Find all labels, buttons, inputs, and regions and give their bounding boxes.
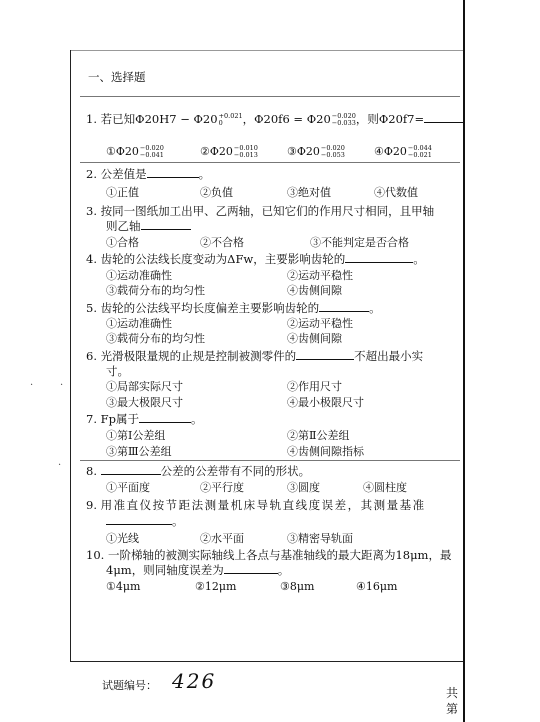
question-8: 8. 公差的公差带有不同的形状。 bbox=[86, 464, 311, 478]
q2-option-1: ①正值 bbox=[106, 186, 139, 199]
q7-option-3: ③第Ⅲ公差组 bbox=[106, 445, 172, 458]
answer-blank[interactable] bbox=[424, 112, 466, 123]
answer-blank[interactable] bbox=[101, 464, 161, 475]
q5-option-4: ④齿侧间隙 bbox=[287, 332, 342, 345]
q5-option-2: ②运动平稳性 bbox=[287, 317, 353, 330]
q3-option-2: ②不合格 bbox=[200, 236, 244, 249]
q4-option-4: ④齿侧间隙 bbox=[287, 284, 342, 297]
question-6-line2: 寸。 bbox=[106, 364, 129, 378]
q3-option-3: ③不能判定是否合格 bbox=[310, 236, 409, 249]
exam-number-label: 试题编号： bbox=[102, 679, 157, 692]
q2-option-4: ④代数值 bbox=[374, 186, 418, 199]
q6-option-4: ④最小极限尺寸 bbox=[287, 396, 364, 409]
question-10: 10. 一阶梯轴的被测实际轴线上各点与基准轴线的最大距离为18μm，最 bbox=[86, 548, 452, 562]
page-index-mark: 第 bbox=[446, 702, 459, 716]
question-5: 5. 齿轮的公法线平均长度偏差主要影响齿轮的 。 bbox=[86, 301, 381, 315]
q1-option-3: ③Φ20 −0.020 −0.053 bbox=[287, 144, 345, 159]
answer-blank[interactable] bbox=[147, 167, 199, 178]
answer-blank[interactable] bbox=[106, 514, 172, 525]
page-count-mark: 共 bbox=[446, 686, 459, 700]
frame-left-line bbox=[70, 50, 71, 662]
question-6: 6. 光滑极限量规的止规是控制被测零件的 不超出最小实 bbox=[86, 349, 424, 363]
q4-option-3: ③载荷分布的均匀性 bbox=[106, 284, 205, 297]
q9-option-2: ②水平面 bbox=[200, 532, 244, 545]
answer-blank[interactable] bbox=[296, 349, 354, 360]
exam-number-handwritten: 426 bbox=[172, 669, 217, 693]
q10-option-3: ③8μm bbox=[280, 580, 315, 593]
q9-option-3: ③精密导轨面 bbox=[287, 532, 353, 545]
q7-option-2: ②第Ⅱ公差组 bbox=[287, 429, 350, 442]
q8-option-2: ②平行度 bbox=[200, 481, 244, 494]
q4-option-1: ①运动准确性 bbox=[106, 269, 172, 282]
q10-option-2: ②12μm bbox=[195, 580, 237, 593]
margin-strip bbox=[465, 0, 540, 722]
q2-option-2: ②负值 bbox=[200, 186, 233, 199]
question-3: 3. 按同一图纸加工出甲、乙两轴，已知它们的作用尺寸相同，且甲轴 bbox=[86, 204, 435, 218]
q6-option-2: ②作用尺寸 bbox=[287, 380, 342, 393]
q5-option-1: ①运动准确性 bbox=[106, 317, 172, 330]
q6-option-1: ①局部实际尺寸 bbox=[106, 380, 183, 393]
question-2: 2. 公差值是 。 bbox=[86, 167, 211, 181]
divider bbox=[80, 96, 460, 97]
q8-option-1: ①平面度 bbox=[106, 481, 150, 494]
answer-blank[interactable] bbox=[139, 412, 191, 423]
q7-option-4: ④齿侧间隙指标 bbox=[287, 445, 364, 458]
question-9: 9. 用准直仪按节距法测量机床导轨直线度误差，其测量基准 bbox=[86, 498, 426, 512]
q6-option-3: ③最大极限尺寸 bbox=[106, 396, 183, 409]
q1-option-4: ④Φ20 −0.044 −0.021 bbox=[374, 144, 432, 159]
margin-dot: · bbox=[58, 460, 62, 471]
question-1: 1. 若已知Φ20H7 − Φ20 +0.021 0 ，Φ20f6 = Φ20 −0.020 −0.033 ，则Φ20f7= bbox=[86, 112, 466, 127]
section-title: 一、选择题 bbox=[88, 70, 146, 84]
q10-option-4: ④16μm bbox=[356, 580, 398, 593]
divider bbox=[80, 460, 460, 461]
question-9-line2: 。 bbox=[106, 514, 184, 528]
answer-blank[interactable] bbox=[141, 219, 191, 230]
margin-dot: · bbox=[60, 380, 64, 391]
q8-option-3: ③圆度 bbox=[287, 481, 320, 494]
q1-option-2: ②Φ20 −0.010 −0.013 bbox=[200, 144, 258, 159]
q9-option-1: ①光线 bbox=[106, 532, 139, 545]
q4-option-2: ②运动平稳性 bbox=[287, 269, 353, 282]
question-4: 4. 齿轮的公法线长度变动为ΔFw，主要影响齿轮的 。 bbox=[86, 252, 425, 266]
q1-option-1: ①Φ20 −0.020 −0.041 bbox=[106, 144, 164, 159]
answer-blank[interactable] bbox=[319, 301, 369, 312]
q10-option-1: ①4μm bbox=[106, 580, 141, 593]
q3-option-1: ①合格 bbox=[106, 236, 139, 249]
q5-option-3: ③载荷分布的均匀性 bbox=[106, 332, 205, 345]
q8-option-4: ④圆柱度 bbox=[363, 481, 407, 494]
q2-option-3: ③绝对值 bbox=[287, 186, 331, 199]
question-7: 7. Fp属于 。 bbox=[86, 412, 203, 426]
q7-option-1: ①第Ⅰ公差组 bbox=[106, 429, 166, 442]
frame-top-line bbox=[70, 50, 466, 51]
divider bbox=[80, 162, 460, 163]
question-10-line2: 4μm，则同轴度误差为 。 bbox=[106, 563, 290, 577]
answer-blank[interactable] bbox=[224, 563, 278, 574]
answer-blank[interactable] bbox=[345, 252, 413, 263]
margin-dot: · bbox=[30, 380, 34, 391]
question-3-line2: 则乙轴 bbox=[106, 219, 191, 233]
